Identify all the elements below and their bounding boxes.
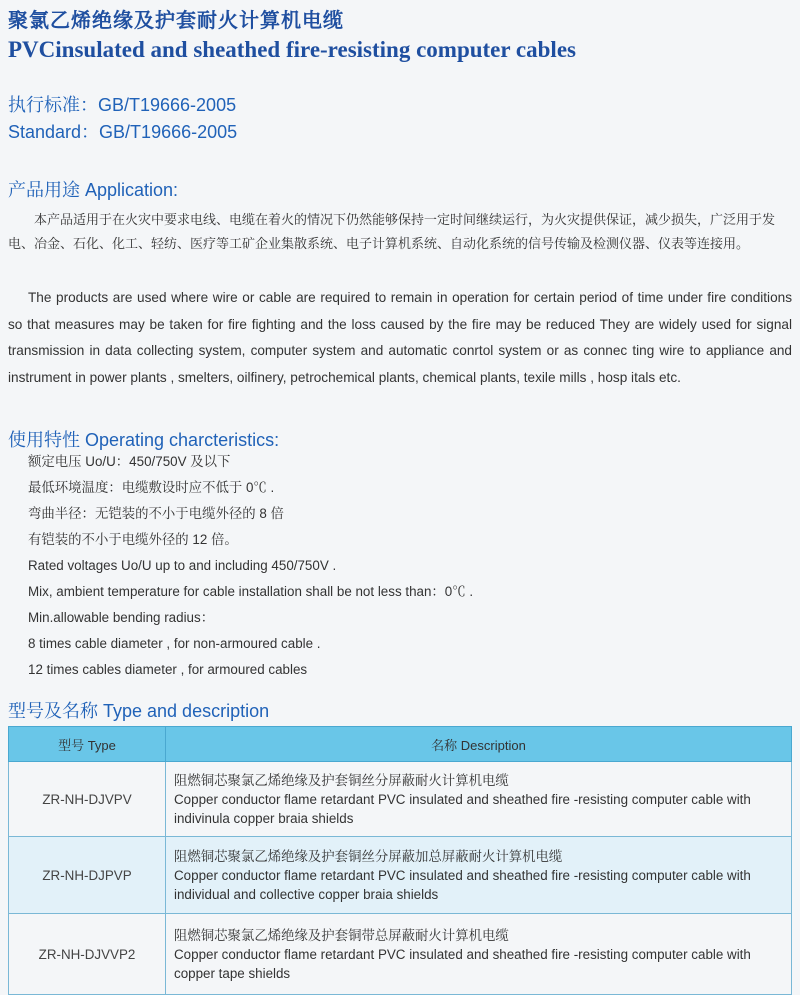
- description-cell: [166, 914, 792, 995]
- operating-item: 最低环境温度：电缆敷设时应不低于 0℃ .: [28, 480, 275, 495]
- description-cell: [166, 762, 792, 837]
- table-header-row: [9, 727, 792, 762]
- page-title-cn: 聚氯乙烯绝缘及护套耐火计算机电缆: [8, 8, 344, 32]
- type-table: [8, 726, 792, 995]
- table-row: [9, 837, 792, 914]
- application-heading: 产品用途 Application:: [8, 180, 179, 200]
- application-text-cn: 本产品适用于在火灾中要求电线、电缆在着火的情况下仍然能够保持一定时间继续运行，为火灾提供保证，减少损失，广泛用于发电、冶金、石化、化工、轻纺、医疗等工矿企业集散系统、电子计算机系统、自动化系统的信号传输及检测仪器、仪表等连接用。: [8, 212, 776, 251]
- col-type-header: 型号 Type: [9, 727, 166, 762]
- desc-en: Copper conductor flame retardant PVC insulated and sheathed fire -resisting computer cable with indivinula copper braia shields: [174, 791, 751, 826]
- types-heading: 型号及名称 Type and description: [8, 701, 270, 721]
- operating-item: 弯曲半径：无铠装的不小于电缆外径的 8 倍: [28, 506, 284, 521]
- model-cell: ZR-NH-DJVVP2: [9, 914, 166, 995]
- operating-item: 有铠装的不小于电缆外径的 12 倍。: [28, 532, 238, 547]
- desc-en: Copper conductor flame retardant PVC insulated and sheathed fire -resisting computer cable with individual and collective copper braia shields: [174, 867, 751, 902]
- operating-item: 12 times cables diameter , for armoured cables: [28, 662, 308, 677]
- operating-item: Rated voltages Uo/U up to and including 450/750V .: [28, 558, 337, 573]
- operating-item: Mix, ambient temperature for cable installation shall be not less than：0℃ .: [28, 584, 474, 599]
- operating-item: Min.allowable bending radius：: [28, 610, 215, 625]
- operating-item: 额定电压 Uo/U：450/750V 及以下: [28, 454, 231, 469]
- table-row: [9, 914, 792, 995]
- description-cell: [166, 837, 792, 914]
- standard-en: Standard：GB/T19666-2005: [8, 122, 238, 142]
- desc-cn: 阻燃铜芯聚氯乙烯绝缘及护套铜丝分屏蔽加总屏蔽耐火计算机电缆: [174, 848, 563, 864]
- table-row: [9, 762, 792, 837]
- model-cell: ZR-NH-DJPVP: [9, 837, 166, 914]
- standard-cn: 执行标准：GB/T19666-2005: [8, 95, 237, 115]
- operating-list: [28, 449, 788, 683]
- desc-cn: 阻燃铜芯聚氯乙烯绝缘及护套铜丝分屏蔽耐火计算机电缆: [174, 772, 509, 788]
- desc-en: Copper conductor flame retardant PVC insulated and sheathed fire -resisting computer cable with copper tape shields: [174, 946, 751, 981]
- operating-heading: 使用特性 Operating charcteristics:: [8, 430, 280, 450]
- application-text-en: The products are used where wire or cable are required to remain in operation for certain period of time under fire conditions so that measures may be taken for fire fighting and the loss caused by the fire may be reduced They are widely used for signal transmission in data collecting system, computer system and automatic conrtol system or as connec ting wire to appliance and instrument in power plants , smelters, oilfinery, petrochemical plants, chemical plants, texile mills , hosp itals etc.: [8, 290, 792, 385]
- page-title-en: PVCinsulated and sheathed fire-resisting computer cables: [8, 37, 576, 62]
- operating-item: 8 times cable diameter , for non-armoured cable .: [28, 636, 321, 651]
- desc-cn: 阻燃铜芯聚氯乙烯绝缘及护套铜带总屏蔽耐火计算机电缆: [174, 927, 509, 943]
- model-cell: ZR-NH-DJVPV: [9, 762, 166, 837]
- col-desc-header: 名称 Description: [166, 727, 792, 762]
